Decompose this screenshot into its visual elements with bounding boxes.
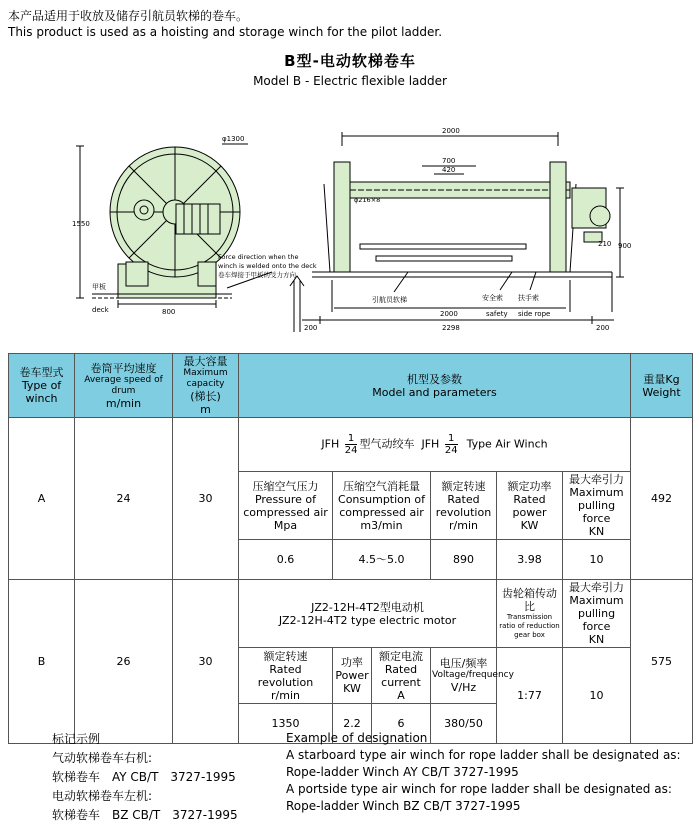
- value-a-1: 4.5～5.0: [333, 540, 431, 580]
- force-note-1: Force direction when the: [218, 253, 299, 261]
- param-a-1: 压缩空气消耗量 Consumption of compressed air m3/min: [333, 472, 431, 540]
- row-b-type: B: [9, 580, 75, 744]
- row-b-weight: 575: [631, 580, 693, 744]
- title-en: Model B - Electric flexible ladder: [253, 74, 447, 88]
- designation-en: Example of designation A starboard type air winch for rope ladder shall be designated as: Rope-ladder Winch AY CB/T 3727-1995 A portside type air winch for rope ladder shall be designated as: Rope-ladder Winch BZ CB/T 3727-1995: [286, 731, 681, 813]
- right-flange: [550, 162, 566, 272]
- param-a-2: 额定转速 Rated revolution r/min: [431, 472, 497, 540]
- header-model: 机型及参数 Model and parameters: [239, 354, 631, 418]
- dim-1550: 1550: [72, 220, 90, 228]
- value-b-0: 1350: [239, 704, 333, 744]
- dim-700: 700: [442, 157, 456, 165]
- param-b-1-2: [333, 648, 431, 704]
- label-side-cn: 扶手索: [518, 294, 539, 302]
- param-b-2: 额定电流 Rated current A: [379, 649, 423, 702]
- value-a-4: 10: [563, 540, 631, 580]
- label-safety-en: safety: [486, 310, 508, 318]
- header-capacity: 最大容量 Maximum capacity (梯长) m: [173, 354, 239, 418]
- dim-800: 800: [162, 308, 176, 316]
- row-b-speed: 26: [75, 580, 173, 744]
- row-b-pull-value: 10: [563, 648, 631, 744]
- value-a-2: 890: [431, 540, 497, 580]
- value-b-2: 6: [397, 717, 405, 730]
- dim-200-right: 200: [596, 324, 610, 332]
- title-cn: B型-电动软梯卷车: [284, 52, 416, 70]
- dim-420: 420: [442, 166, 456, 174]
- dim-200-left: 200: [304, 324, 318, 332]
- dim-drum-dia: φ216×8: [354, 196, 381, 204]
- label-pilot-ladder: 引航员软梯: [372, 296, 407, 304]
- intro-cn: 本产品适用于收放及储存引航员软梯的卷车。: [8, 9, 249, 23]
- row-a-type: A: [9, 418, 75, 580]
- value-a-3: 3.98: [497, 540, 563, 580]
- row-a-model: JFH $\frac{1}{24}$ 型气动绞车 JFH $\frac{1}{24}$ Type Air Winch: [239, 418, 631, 472]
- dim-2000-bottom: 2000: [440, 310, 458, 318]
- value-b-3: 380/50: [431, 704, 497, 744]
- designation-cn: 标记示例 气动软梯卷车右机: 软梯卷车 AY CB/T 3727-1995 电动软梯卷车左机: 软梯卷车 BZ CB/T 3727-1995: [52, 732, 238, 822]
- technical-drawing: [72, 122, 632, 342]
- dim-210: 210: [598, 240, 612, 248]
- row-a-weight: 492: [631, 418, 693, 580]
- deck-cn: 甲板: [92, 283, 106, 291]
- value-b-1: 2.2: [333, 704, 372, 743]
- row-b-pull-header: 最大牵引力 Maximum pulling force KN: [563, 580, 631, 648]
- force-note-3: 卷车焊接于甲板的受力方向: [218, 271, 296, 279]
- header-weight: 重量Kg Weight: [631, 354, 693, 418]
- row-b-model: JZ2-12H-4T2型电动机 JZ2-12H-4T2 type electric motor: [239, 580, 497, 648]
- dim-900: 900: [618, 242, 632, 250]
- label-safety-cn: 安全索: [482, 294, 503, 302]
- value-a-0: 0.6: [239, 540, 333, 580]
- param-b-0: 额定转速 Rated revolution r/min: [239, 648, 333, 704]
- intro: [8, 8, 442, 40]
- param-b-3: 电压/频率 Voltage/frequency V/Hz: [431, 648, 497, 704]
- gear-box: [134, 200, 154, 220]
- row-b-gear-header: 齿轮箱传动比 Transmission ratio of reduction gear box: [497, 580, 563, 648]
- header-speed: 卷筒平均速度 Average speed of drum m/min: [75, 354, 173, 418]
- row-a-capacity: 30: [173, 418, 239, 580]
- dim-2000-top: 2000: [442, 127, 460, 135]
- row-a-speed: 24: [75, 418, 173, 580]
- fraction: $\frac{1}{24}$: [344, 433, 358, 456]
- header-type: 卷车型式 Type of winch: [9, 354, 75, 418]
- dim-phi1300: φ1300: [222, 135, 245, 143]
- intro-en: This product is used as a hoisting and storage winch for the pilot ladder.: [8, 25, 443, 39]
- force-note-2: winch is welded onto the deck: [218, 262, 317, 270]
- left-flange: [334, 162, 350, 272]
- dim-2298: 2298: [442, 324, 460, 332]
- param-a-3: 额定功率 Rated power KW: [497, 472, 563, 540]
- deck-en: deck: [92, 306, 109, 314]
- param-a-0: 压缩空气压力 Pressure of compressed air Mpa: [239, 472, 333, 540]
- param-a-4: 最大牵引力 Maximum pulling force KN: [563, 472, 631, 540]
- motor: [176, 204, 220, 234]
- row-b-capacity: 30: [173, 580, 239, 744]
- label-side-en: side rope: [518, 310, 551, 318]
- parameters-table: [8, 353, 693, 744]
- row-b-gear-value: 1:77: [497, 648, 563, 744]
- param-b-1: 功率 Power KW: [333, 648, 372, 703]
